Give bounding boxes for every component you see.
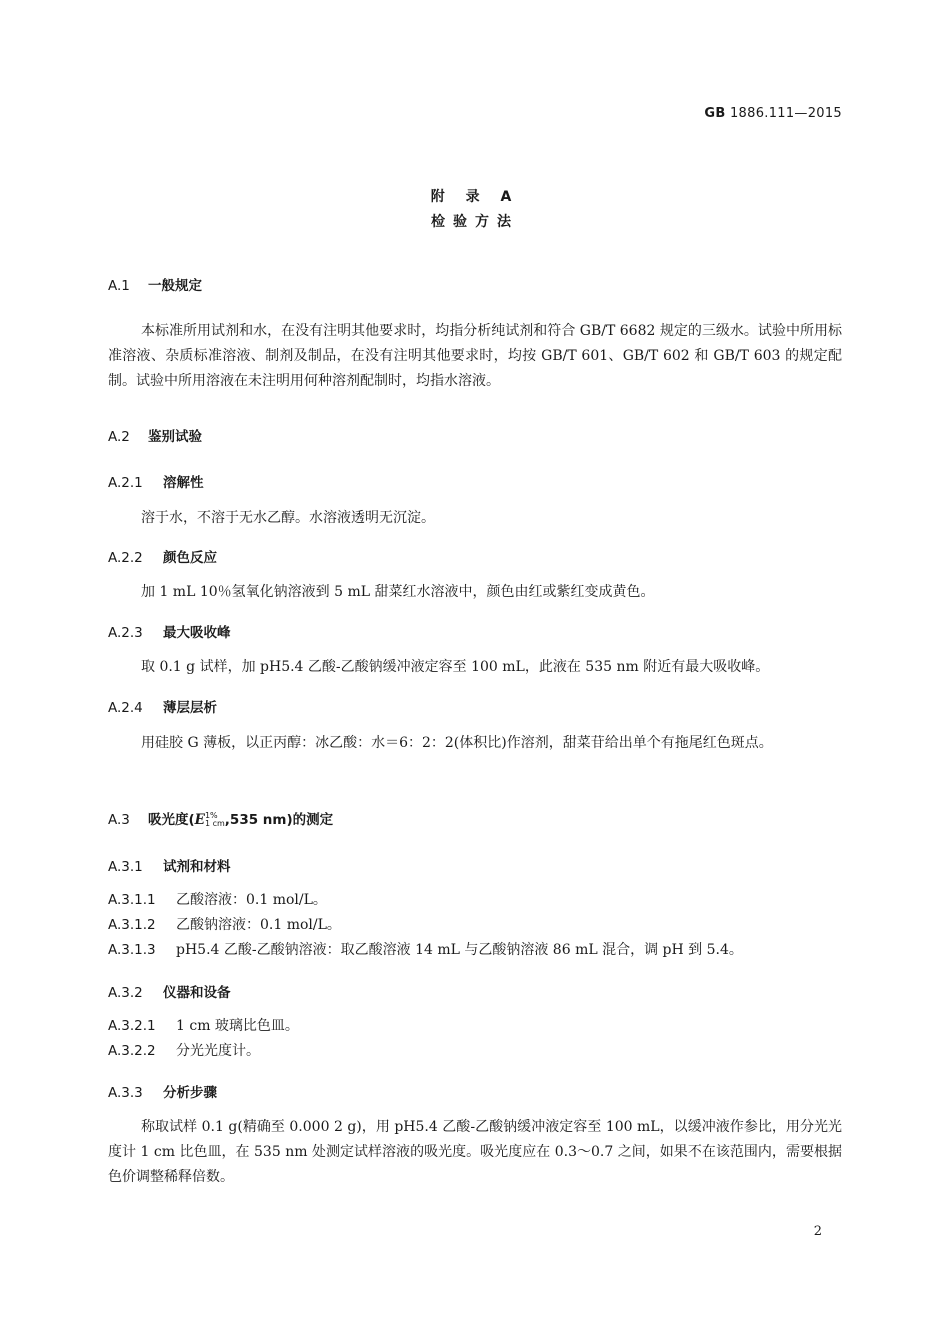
section-a3-heading: A.3 吸光度(E 1% 1 cm ,535 nm)的测定 <box>108 811 334 828</box>
section-a33-heading: A.3.3 分析步骤 <box>108 1085 217 1101</box>
list-item: A.3.1.3 pH5.4 乙酸-乙酸钠溶液：取乙酸溶液 14 mL 与乙酸钠溶液 86 mL 混合，调 pH 到 5.4。 <box>108 942 743 958</box>
section-a23-text: 取 0.1 g 试样，加 pH5.4 乙酸-乙酸钠缓冲液定容至 100 mL，此液在 535 nm 附近有最大吸收峰。 <box>141 659 770 675</box>
section-a32-heading: A.3.2 仪器和设备 <box>108 985 231 1001</box>
standard-code <box>704 106 842 121</box>
section-a22-text: 加 1 mL 10％氢氧化钠溶液到 5 mL 甜菜红水溶液中，颜色由红或紫红变成黄色。 <box>141 584 655 600</box>
section-a24-text: 用硅胶 G 薄板，以正丙醇：冰乙酸：水＝6：2：2(体积比)作溶剂，甜菜苷给出单个有拖尾红色斑点。 <box>141 735 773 751</box>
appendix-subtitle: 检验方法 <box>431 214 519 230</box>
section-a33-text: 称取试样 0.1 g(精确至 0.000 2 g)，用 pH5.4 乙酸-乙酸钠缓冲液定容至 100 mL，以缓冲液作参比，用分光光度计 1 cm 比色皿，在 535 nm 处测定试样溶液的吸光度。吸光度应在 0.3～0.7 之间，如果不在该范围内，需要根据色价调整稀释倍数。 <box>108 1119 842 1185</box>
list-item: A.3.1.2 乙酸钠溶液：0.1 mol/L。 <box>108 917 341 933</box>
section-a23-heading: A.2.3 最大吸收峰 <box>108 625 231 641</box>
section-a24-heading: A.2.4 薄层层析 <box>108 700 217 716</box>
section-a21-heading: A.2.1 溶解性 <box>108 475 204 491</box>
section-a2-heading: A.2 鉴别试验 <box>108 429 202 445</box>
section-a1-text: 本标准所用试剂和水，在没有注明其他要求时，均指分析纯试剂和符合 GB/T 6682 规定的三级水。试验中所用标准溶液、杂质标准溶液、制剂及制品，在没有注明其他要求时，均按 GB/T 601、GB/T 602 和 GB/T 603 的规定配制。试验中所用溶液在未注明用何种溶剂配制时，均指水溶液。 <box>108 323 842 389</box>
standard-code-number: 1886.111—2015 <box>729 106 842 121</box>
section-a21-text: 溶于水，不溶于无水乙醇。水溶液透明无沉淀。 <box>141 510 435 526</box>
list-item: A.3.2.2 分光光度计。 <box>108 1043 260 1059</box>
page-number: 2 <box>813 1224 822 1239</box>
list-item: A.3.2.1 1 cm 玻璃比色皿。 <box>108 1018 299 1034</box>
appendix-title: 附 录 A <box>430 189 520 205</box>
list-item: A.3.1.1 乙酸溶液：0.1 mol/L。 <box>108 892 327 908</box>
section-a1-heading: A.1 一般规定 <box>108 278 202 294</box>
absorbance-symbol: E <box>194 812 205 828</box>
section-a22-heading: A.2.2 颜色反应 <box>108 550 217 566</box>
standard-code-prefix: GB <box>704 106 726 121</box>
section-a31-heading: A.3.1 试剂和材料 <box>108 859 231 875</box>
